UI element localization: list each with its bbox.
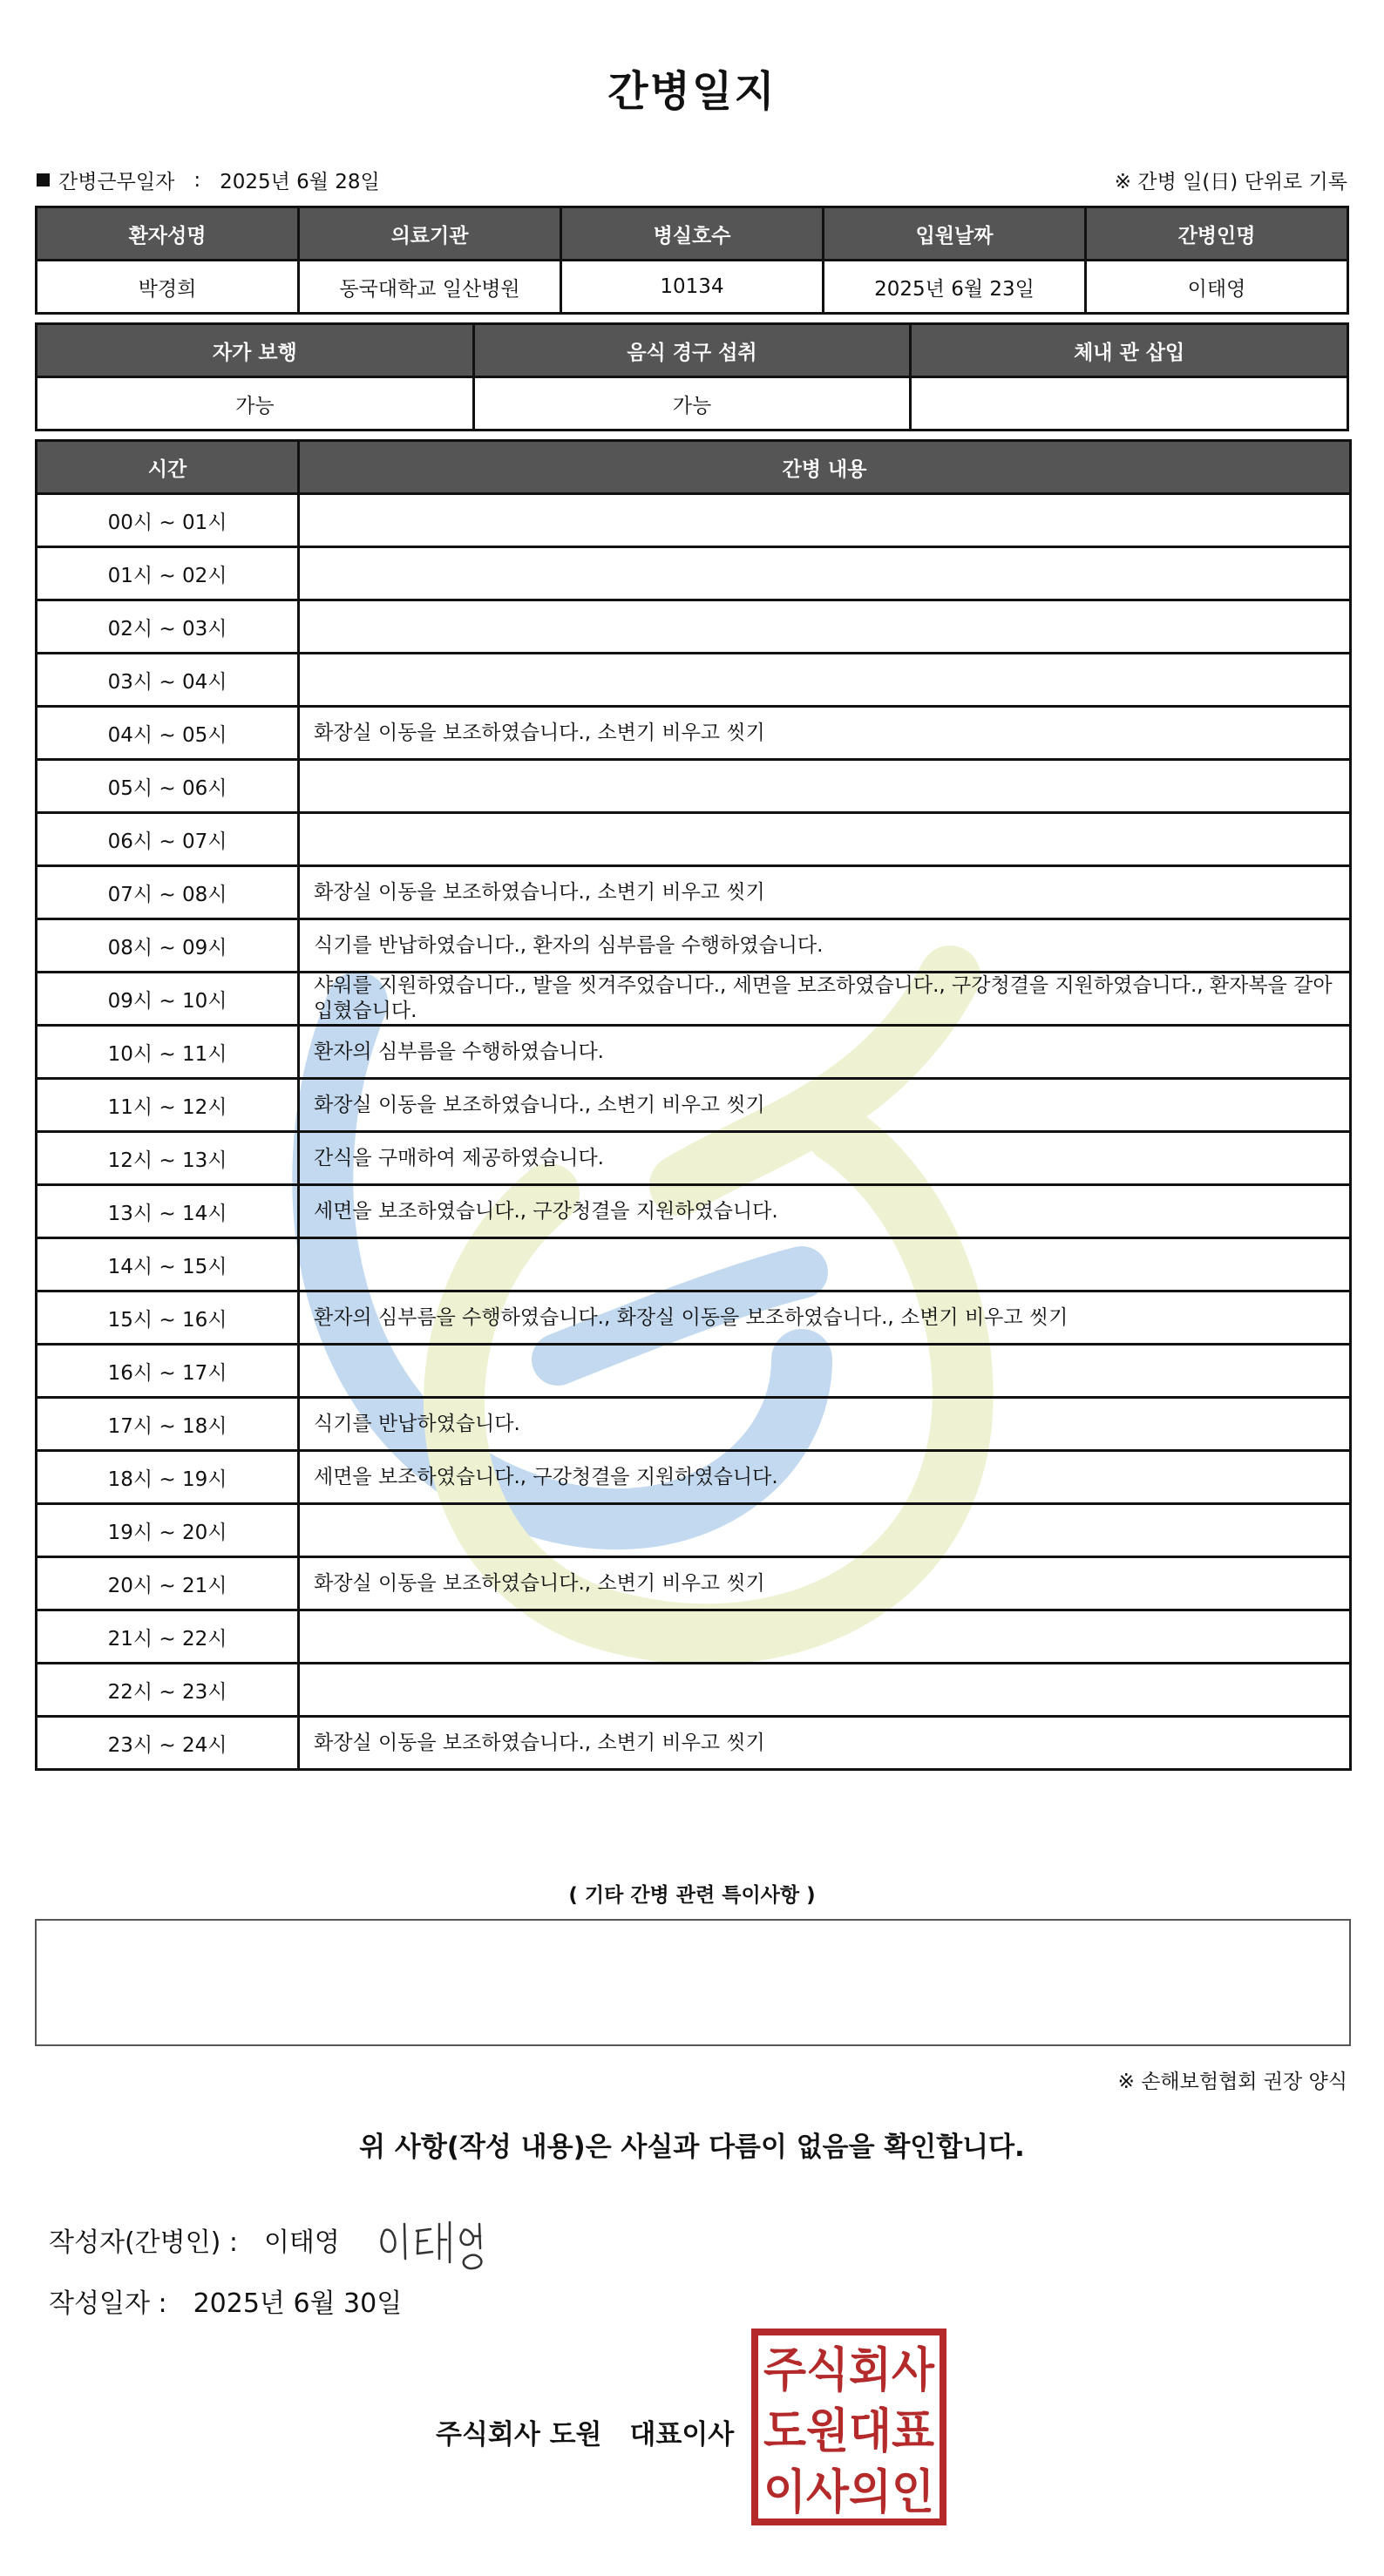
log-time-cell: 05시 ~ 06시	[37, 760, 299, 813]
table-row	[37, 1504, 1351, 1557]
header-admission-date: 입원날짜	[824, 207, 1086, 261]
table-header-row	[37, 207, 1348, 261]
table-row	[37, 1557, 1351, 1610]
association-note: ※ 손해보험협회 권장 양식	[1117, 2071, 1347, 2093]
log-time-cell: 13시 ~ 14시	[37, 1185, 299, 1238]
log-content-cell	[299, 1664, 1351, 1717]
log-content-cell: 세면을 보조하였습니다., 구강청결을 지원하였습니다.	[299, 1185, 1351, 1238]
table-row	[37, 377, 1348, 430]
table-row	[37, 760, 1351, 813]
log-time-cell: 16시 ~ 17시	[37, 1345, 299, 1398]
written-date-label: 작성일자 :	[49, 2288, 167, 2319]
log-content-cell: 세면을 보조하였습니다., 구강청결을 지원하였습니다.	[299, 1451, 1351, 1504]
log-content-cell: 식기를 반납하였습니다., 환자의 심부름을 수행하였습니다.	[299, 919, 1351, 973]
log-time-cell: 19시 ~ 20시	[37, 1504, 299, 1557]
table-row	[37, 707, 1351, 760]
table-row	[37, 813, 1351, 866]
handwritten-signature	[377, 2213, 516, 2274]
log-content-cell	[299, 1610, 1351, 1664]
seal-row-1: 주식회사	[763, 2342, 935, 2397]
table-row	[37, 654, 1351, 707]
work-date-line	[37, 166, 380, 194]
log-content-cell	[299, 760, 1351, 813]
hourly-care-log-table	[35, 439, 1352, 1771]
log-content-cell	[299, 494, 1351, 547]
log-content-cell	[299, 600, 1351, 654]
table-row	[37, 1026, 1351, 1079]
table-row	[37, 1610, 1351, 1664]
log-time-cell: 10시 ~ 11시	[37, 1026, 299, 1079]
table-row	[37, 1451, 1351, 1504]
square-bullet-icon	[37, 173, 50, 186]
written-date-line	[49, 2281, 402, 2320]
ceo-title: 대표이사	[629, 2419, 735, 2451]
confirmation-statement: 위 사항(작성 내용)은 사실과 다름이 없음을 확인합니다.	[359, 2132, 1025, 2163]
log-time-cell: 20시 ~ 21시	[37, 1557, 299, 1610]
self-walking-value: 가능	[37, 377, 474, 430]
log-time-cell: 02시 ~ 03시	[37, 600, 299, 654]
patient-ability-table	[35, 322, 1349, 431]
log-time-cell: 12시 ~ 13시	[37, 1132, 299, 1185]
table-row	[37, 1079, 1351, 1132]
log-time-cell: 18시 ~ 19시	[37, 1451, 299, 1504]
daily-record-note: ※ 간병 일(日) 단위로 기록	[1114, 171, 1347, 193]
writer-line	[49, 2220, 340, 2259]
log-content-cell	[299, 654, 1351, 707]
header-tube-insertion: 체내 관 삽입	[911, 324, 1348, 377]
log-time-cell: 00시 ~ 01시	[37, 494, 299, 547]
header-patient-name: 환자성명	[37, 207, 299, 261]
table-row	[37, 1345, 1351, 1398]
tube-insertion-value	[911, 377, 1348, 430]
header-time: 시간	[37, 441, 299, 494]
log-time-cell: 03시 ~ 04시	[37, 654, 299, 707]
table-row	[37, 1664, 1351, 1717]
company-name: 주식회사 도원	[436, 2419, 602, 2451]
table-row	[37, 973, 1351, 1026]
room-number: 10134	[561, 261, 824, 314]
header-hospital: 의료기관	[299, 207, 561, 261]
table-row	[37, 494, 1351, 547]
table-row	[37, 1132, 1351, 1185]
table-row	[37, 866, 1351, 919]
writer-name: 이태영	[263, 2227, 340, 2258]
table-row	[37, 1291, 1351, 1345]
log-time-cell: 01시 ~ 02시	[37, 547, 299, 600]
log-time-cell: 06시 ~ 07시	[37, 813, 299, 866]
log-time-cell: 11시 ~ 12시	[37, 1079, 299, 1132]
log-time-cell: 17시 ~ 18시	[37, 1398, 299, 1451]
log-content-cell: 화장실 이동을 보조하였습니다., 소변기 비우고 씻기	[299, 1717, 1351, 1770]
special-notes-box	[35, 1919, 1351, 2046]
table-row	[37, 1238, 1351, 1291]
log-content-cell: 화장실 이동을 보조하였습니다., 소변기 비우고 씻기	[299, 1079, 1351, 1132]
hospital-name: 동국대학교 일산병원	[299, 261, 561, 314]
table-header-row	[37, 441, 1351, 494]
admission-date: 2025년 6월 23일	[824, 261, 1086, 314]
log-time-cell: 22시 ~ 23시	[37, 1664, 299, 1717]
header-room-number: 병실호수	[561, 207, 824, 261]
special-notes-title: ( 기타 간병 관련 특이사항 )	[568, 1884, 816, 1907]
caregiver-name: 이태영	[1086, 261, 1348, 314]
log-content-cell: 간식을 구매하여 제공하였습니다.	[299, 1132, 1351, 1185]
log-time-cell: 23시 ~ 24시	[37, 1717, 299, 1770]
table-row	[37, 547, 1351, 600]
log-time-cell: 08시 ~ 09시	[37, 919, 299, 973]
work-date-separator: :	[193, 168, 201, 192]
table-row	[37, 919, 1351, 973]
header-oral-intake: 음식 경구 섭취	[473, 324, 911, 377]
work-date-value: 2025년 6월 28일	[220, 171, 380, 193]
log-time-cell: 14시 ~ 15시	[37, 1238, 299, 1291]
table-row	[37, 1185, 1351, 1238]
patient-info-table	[35, 206, 1349, 315]
log-content-cell	[299, 813, 1351, 866]
header-self-walking: 자가 보행	[37, 324, 474, 377]
log-content-cell: 환자의 심부름을 수행하였습니다.	[299, 1026, 1351, 1079]
seal-row-3: 이사의인	[763, 2464, 934, 2519]
log-time-cell: 09시 ~ 10시	[37, 973, 299, 1026]
patient-name: 박경희	[37, 261, 299, 314]
table-header-row	[37, 324, 1348, 377]
log-content-cell: 화장실 이동을 보조하였습니다., 소변기 비우고 씻기	[299, 707, 1351, 760]
log-time-cell: 15시 ~ 16시	[37, 1291, 299, 1345]
log-content-cell	[299, 1504, 1351, 1557]
log-time-cell: 04시 ~ 05시	[37, 707, 299, 760]
table-row	[37, 1717, 1351, 1770]
writer-label: 작성자(간병인) :	[49, 2227, 238, 2258]
log-content-cell: 화장실 이동을 보조하였습니다., 소변기 비우고 씻기	[299, 866, 1351, 919]
company-signature-line	[436, 2412, 734, 2451]
log-content-cell: 환자의 심부름을 수행하였습니다., 화장실 이동을 보조하였습니다., 소변기 비우고 씻기	[299, 1291, 1351, 1345]
log-content-cell	[299, 1345, 1351, 1398]
header-caregiver-name: 간병인명	[1086, 207, 1348, 261]
log-time-cell: 07시 ~ 08시	[37, 866, 299, 919]
seal-row-2: 도원대표	[763, 2403, 934, 2458]
log-content-cell: 샤워를 지원하였습니다., 발을 씻겨주었습니다., 세면을 보조하였습니다., 구강청결을 지원하였습니다., 환자복을 갈아입혔습니다.	[299, 973, 1351, 1026]
log-content-cell	[299, 1238, 1351, 1291]
table-row	[37, 261, 1348, 314]
header-care-content: 간병 내용	[299, 441, 1351, 494]
table-row	[37, 1398, 1351, 1451]
log-rows	[37, 494, 1351, 1770]
log-content-cell: 화장실 이동을 보조하였습니다., 소변기 비우고 씻기	[299, 1557, 1351, 1610]
log-content-cell	[299, 547, 1351, 600]
written-date-value: 2025년 6월 30일	[193, 2288, 403, 2319]
table-row	[37, 600, 1351, 654]
company-seal-stamp	[751, 2329, 946, 2525]
work-date-label: 간병근무일자	[58, 171, 175, 193]
page-title: 간병일지	[607, 67, 777, 116]
log-content-cell: 식기를 반납하였습니다.	[299, 1398, 1351, 1451]
log-time-cell: 21시 ~ 22시	[37, 1610, 299, 1664]
oral-intake-value: 가능	[473, 377, 911, 430]
